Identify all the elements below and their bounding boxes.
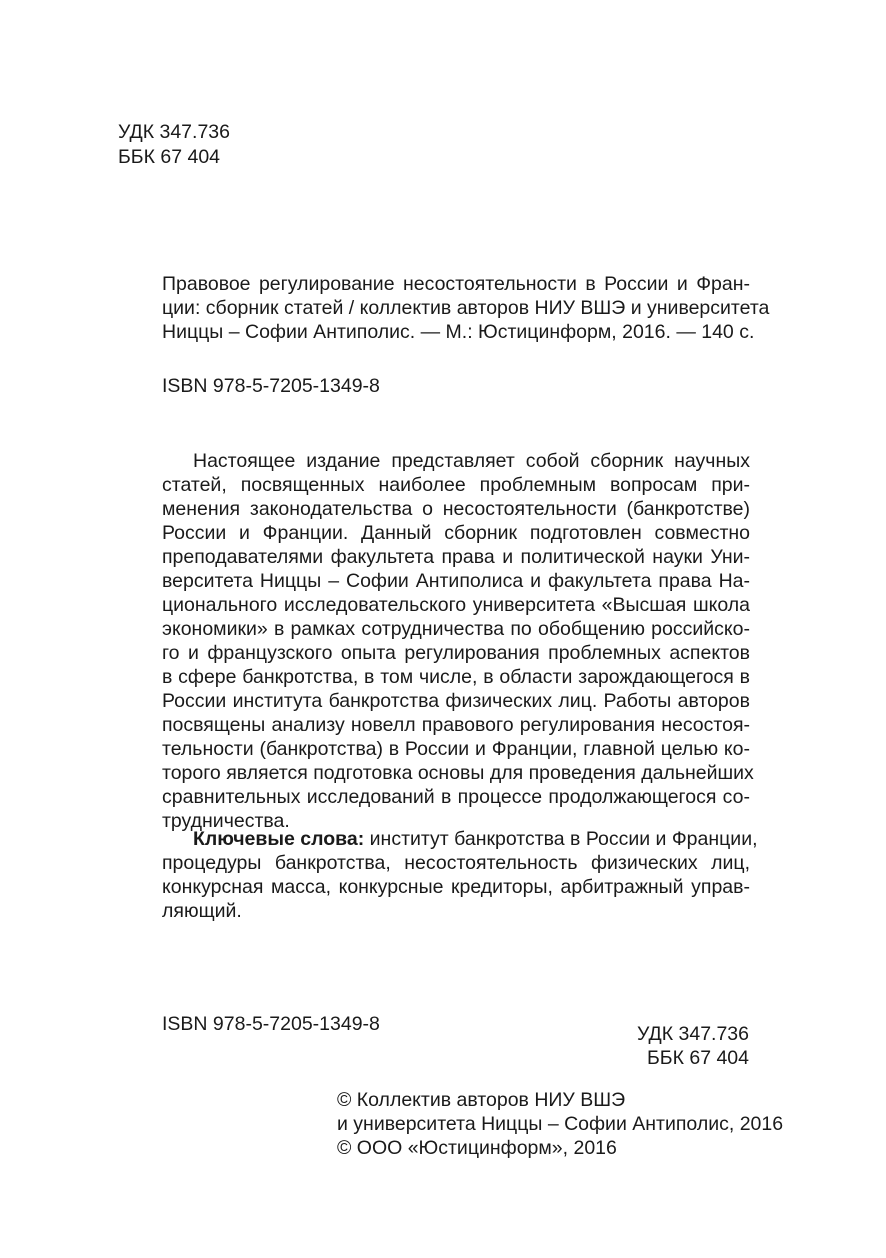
bbk-code-top: ББК 67 404 (118, 146, 221, 168)
keywords-line: ляющий. (162, 900, 242, 922)
keywords-line: процедуры банкротства, несостоятельность физических лиц, (162, 852, 750, 874)
abstract-line: посвящены анализу новелл правового регулирования несостоя- (162, 714, 750, 736)
abstract-line: ционального исследовательского университета «Высшая школа (162, 594, 750, 616)
copyright-line: и университета Ниццы – Софии Антиполис, 2016 (337, 1113, 784, 1135)
copyright-line: © Коллектив авторов НИУ ВШЭ (337, 1089, 626, 1111)
keywords-first-line (193, 827, 758, 851)
bbk-code-bottom: ББК 67 404 (646, 1047, 749, 1069)
abstract-line: торого является подготовка основы для проведения дальнейших (162, 762, 754, 784)
abstract-line: го и французского опыта регулирования проблемных аспектов (162, 642, 750, 664)
abstract-line: статей, посвященных наиболее проблемным вопросам при- (162, 474, 750, 496)
biblio-line: Ниццы – Софии Антиполис. — М.: Юстицинформ, 2016. — 140 с. (162, 321, 755, 343)
biblio-line: Правовое регулирование несостоятельности в России и Фран- (162, 273, 750, 295)
abstract-line: верситета Ниццы – Софии Антиполиса и факультета права На- (162, 570, 750, 592)
abstract-line: экономики» в рамках сотрудничества по обобщению российско- (162, 618, 750, 640)
abstract-line: преподавателями факультета права и политической науки Уни- (162, 546, 750, 568)
abstract-line: России и Франции. Данный сборник подготовлен совместно (162, 522, 750, 544)
abstract-line: Настоящее издание представляет собой сборник научных (193, 450, 750, 472)
abstract-line: менения законодательства о несостоятельности (банкротстве) (162, 498, 750, 520)
isbn-bottom: ISBN 978-5-7205-1349-8 (162, 1013, 380, 1035)
keywords-line: конкурсная масса, конкурсные кредиторы, арбитражный управ- (162, 876, 750, 898)
udk-code-bottom: УДК 347.736 (637, 1023, 749, 1045)
abstract-line: в сфере банкротства, в том числе, в области зарождающегося в (162, 666, 750, 688)
biblio-line: ции: сборник статей / коллектив авторов НИУ ВШЭ и университета (162, 297, 770, 319)
abstract-line: сравнительных исследований в процессе продолжающегося со- (162, 786, 750, 808)
udk-code-top: УДК 347.736 (118, 121, 230, 143)
abstract-line: России института банкротства физических лиц. Работы авторов (162, 690, 750, 712)
keywords-label: Ключевые слова: (193, 828, 365, 850)
isbn-top: ISBN 978-5-7205-1349-8 (162, 375, 380, 397)
copyright-line: © ООО «Юстицинформ», 2016 (337, 1137, 617, 1159)
abstract-line: трудничества. (162, 810, 290, 832)
abstract-line: тельности (банкротства) в России и Франции, главной целью ко- (162, 738, 750, 760)
keywords-first-line-rest: институт банкротства в России и Франции, (364, 828, 758, 850)
